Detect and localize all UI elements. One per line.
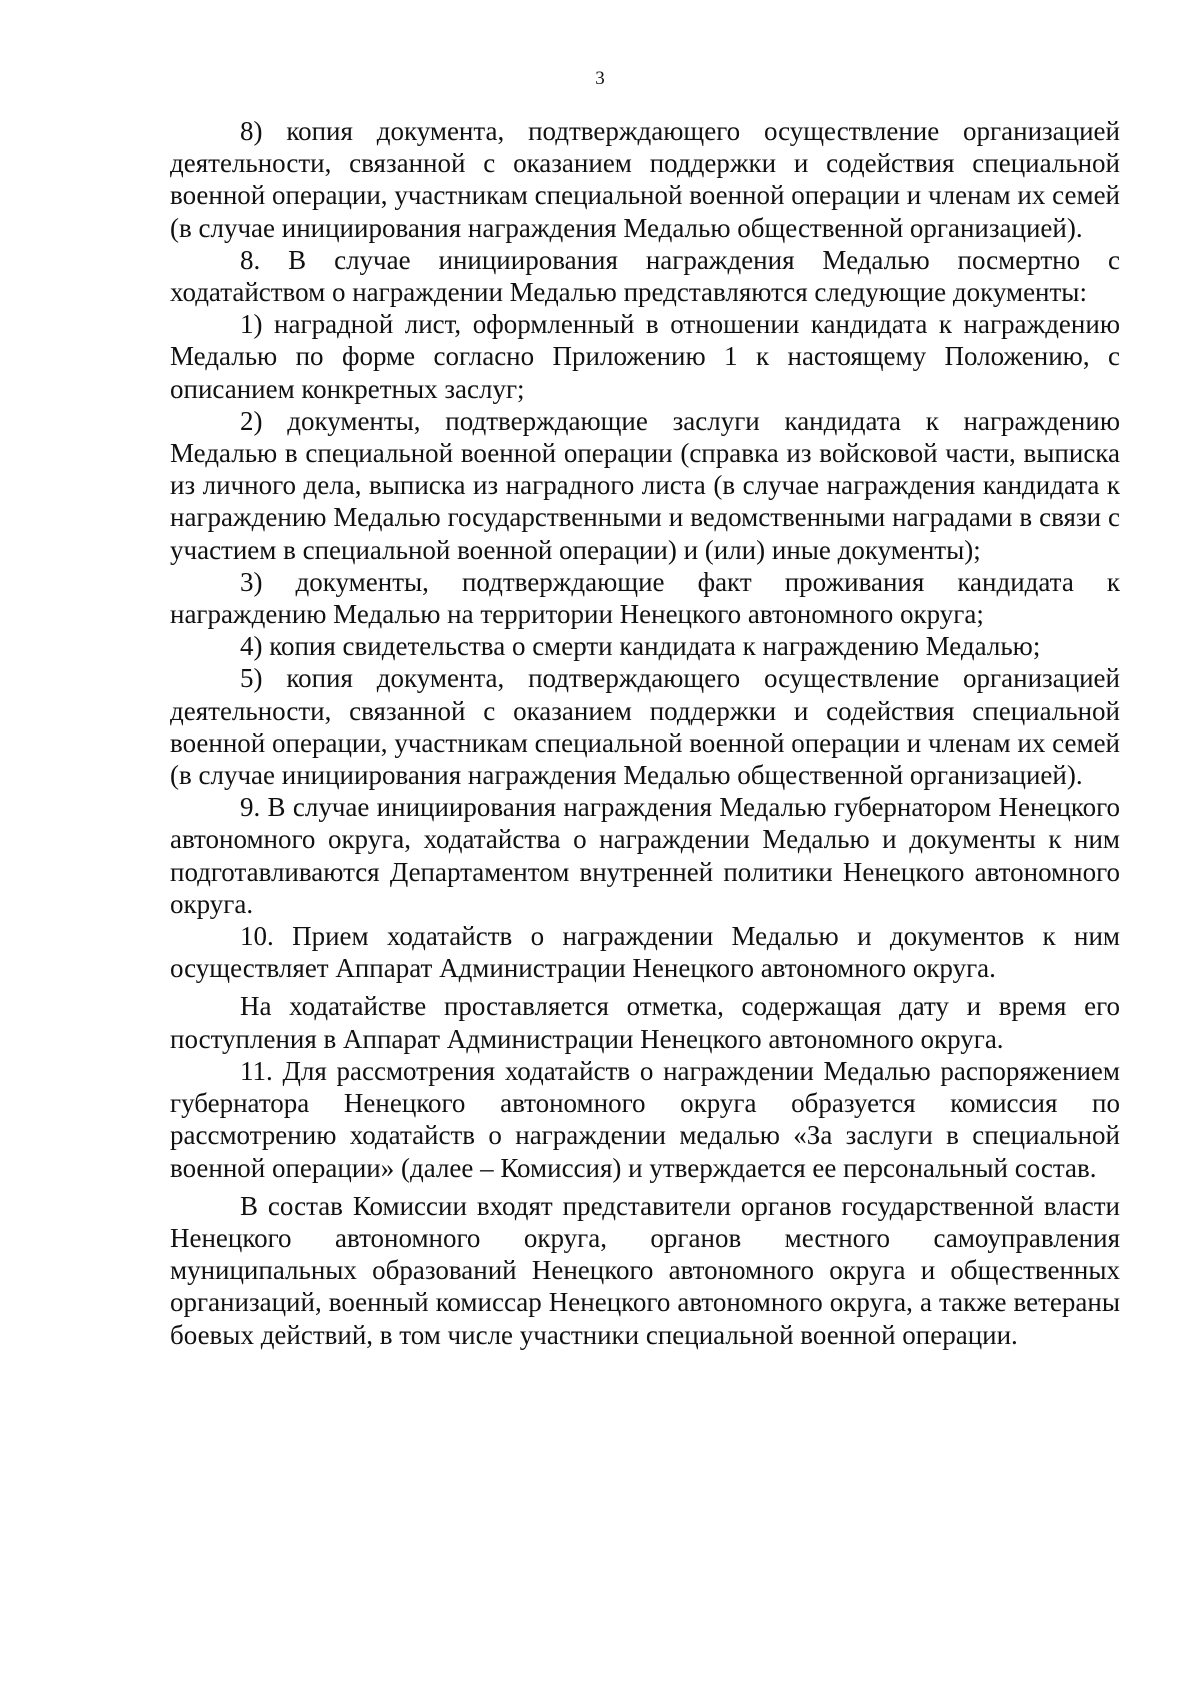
paragraph-item-2-merits: 2) документы, подтверждающие заслуги кандидата к награждению Медалью в специальной военной операции (справка из войсковой части, выписка из личного дела, выписка из наградного листа (в случае награждения кандидата к награждению Медалью государственными и ведомственными наградами в связи с участием в специальной военной операции) и (или) иные документы);	[170, 405, 1120, 565]
paragraph-clause-8: 8. В случае инициирования награждения Медалью посмертно с ходатайством о награждении Медалью представляются следующие документы:	[170, 244, 1120, 308]
paragraph-item-8-copy: 8) копия документа, подтверждающего осуществление организацией деятельности, связанной с оказанием поддержки и содействия специальной военной операции, участникам специальной военной операции и членам их семей (в случае инициирования награждения Медалью общественной организацией).	[170, 116, 1120, 243]
document-body	[170, 115, 1120, 1351]
paragraph-clause-10: 10. Прием ходатайств о награждении Медалью и документов к ним осуществляет Аппарат Администрации Ненецкого автономного округа.	[170, 921, 1120, 984]
paragraph-item-1-award-sheet: 1) наградной лист, оформленный в отношении кандидата к награждению Медалью по форме согласно Приложению 1 к настоящему Положению, с описанием конкретных заслуг;	[170, 309, 1120, 404]
paragraph-commission-composition: В состав Комиссии входят представители органов государственной власти Ненецкого автономного округа, органов местного самоуправления муниципальных образований Ненецкого автономного округа и общественных организаций, военный комиссар Ненецкого автономного округа, а также ветераны боевых действий, в том числе участники специальной военной операции.	[170, 1190, 1120, 1350]
paragraph-clause-11: 11. Для рассмотрения ходатайств о награждении Медалью распоряжением губернатора Ненецкого автономного округа образуется комиссия по рассмотрению ходатайств о награждении медалью «За заслуги в специальной военной операции» (далее – Комиссия) и утверждается ее персональный состав.	[170, 1055, 1120, 1183]
paragraph-item-3-residence: 3) документы, подтверждающие факт проживания кандидата к награждению Медалью на территории Ненецкого автономного округа;	[170, 566, 1120, 630]
paragraph-mark-note: На ходатайстве проставляется отметка, содержащая дату и время его поступления в Аппарат Администрации Ненецкого автономного округа.	[170, 991, 1120, 1054]
page-number: 3	[595, 68, 605, 89]
paragraph-item-5-copy: 5) копия документа, подтверждающего осуществление организацией деятельности, связанной с оказанием поддержки и содействия специальной военной операции, участникам специальной военной операции и членам их семей (в случае инициирования награждения Медалью общественной организацией).	[170, 663, 1120, 791]
paragraph-item-4-death-certificate: 4) копия свидетельства о смерти кандидата к награждению Медалью;	[240, 631, 1041, 662]
paragraph-clause-9: 9. В случае инициирования награждения Медалью губернатором Ненецкого автономного округа, ходатайства о награждении Медалью и документы к ним подготавливаются Департаментом внутренней политики Ненецкого автономного округа.	[170, 792, 1120, 919]
